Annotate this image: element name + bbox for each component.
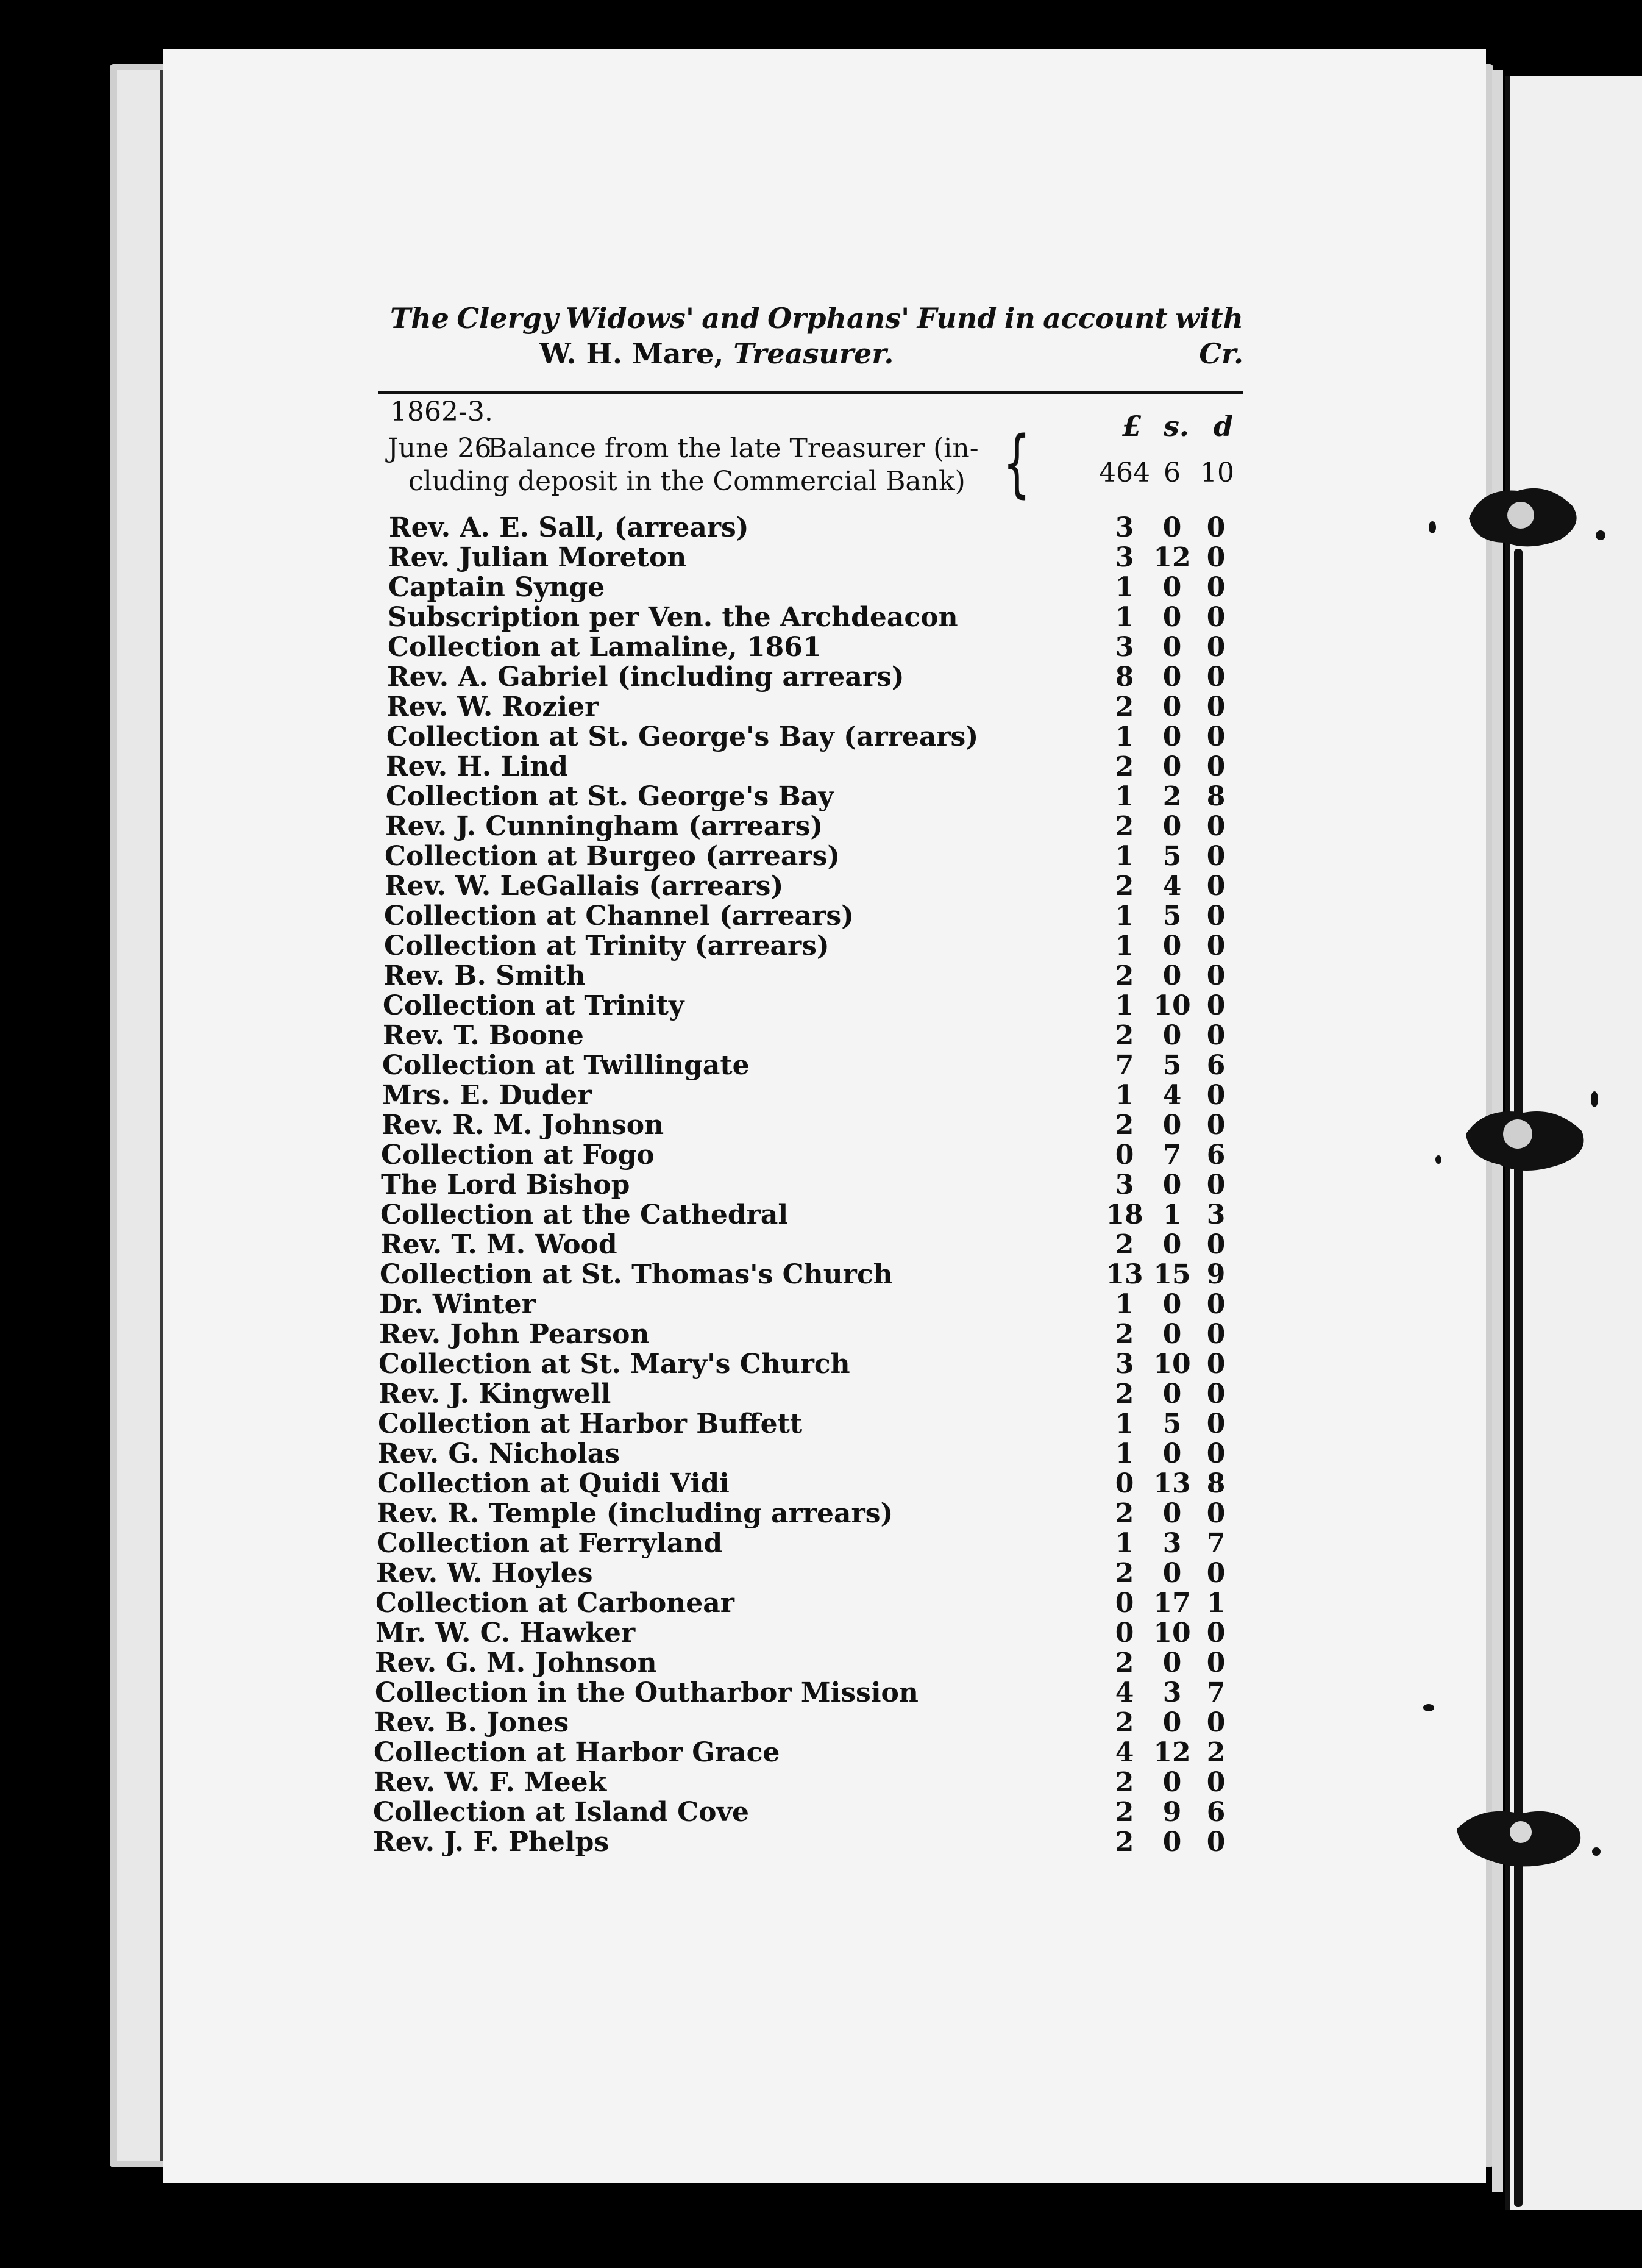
entry-label: Collection at Trinity (383, 990, 684, 1021)
entry-label: Collection at St. Mary's Church (379, 1349, 850, 1380)
pounds-value: 0 (1115, 1139, 1134, 1171)
speck (1423, 1704, 1434, 1711)
entry-label: Collection at the Cathedral (380, 1199, 789, 1230)
entry-label: Mr. W. C. Hawker (375, 1617, 636, 1649)
entry-label: Rev. W. F. Meek (374, 1767, 607, 1798)
pounds-value: 0 (1115, 1588, 1134, 1619)
entry-label: Collection at Burgeo (arrears) (385, 841, 841, 872)
pounds-value: 1 (1115, 721, 1134, 752)
shillings-value: 0 (1162, 1438, 1182, 1469)
shillings-value: 9 (1162, 1797, 1182, 1828)
heading-word: The (390, 302, 449, 335)
shillings-value: 3 (1162, 1677, 1182, 1708)
pence-value: 1 (1206, 1588, 1226, 1619)
heading-word: and (702, 302, 760, 335)
pounds-value: 1 (1115, 572, 1134, 603)
shillings-value: 0 (1162, 1647, 1182, 1678)
entry-label: Collection at Trinity (arrears) (384, 930, 830, 961)
credit-side-label: Cr. (1199, 337, 1243, 370)
pounds-value: 1 (1115, 602, 1134, 633)
pounds-value: 8 (1115, 661, 1134, 693)
ledger-row (366, 691, 1280, 721)
pence-value: 0 (1206, 1229, 1226, 1260)
ledger-row (366, 1767, 1280, 1797)
pence-value: 0 (1206, 1647, 1226, 1678)
pence-value: 0 (1206, 632, 1226, 663)
pounds-value: 2 (1115, 1110, 1134, 1141)
pounds-value: 18 (1106, 1199, 1143, 1230)
entry-label: Collection at St. Thomas's Church (380, 1259, 893, 1290)
shillings-value: 0 (1162, 691, 1182, 722)
pounds-value: 0 (1115, 1468, 1134, 1499)
entry-label: Rev. T. Boone (383, 1020, 584, 1051)
pounds-value: 2 (1115, 1558, 1134, 1589)
ledger-row (366, 1737, 1280, 1767)
entry-label: Collection at St. George's Bay (arrears) (386, 721, 979, 752)
pence-value: 0 (1206, 1438, 1226, 1469)
entry-label: Rev. A. E. Sall, (arrears) (389, 512, 749, 543)
pounds-value: 1 (1115, 1289, 1134, 1320)
entry-label: Rev. Julian Moreton (388, 542, 687, 573)
entry-label: Collection at Island Cove (373, 1797, 750, 1828)
entry-label: Collection at Ferryland (377, 1528, 723, 1559)
pence-value: 0 (1206, 1169, 1226, 1200)
ledger-row (366, 1677, 1280, 1707)
shillings-value: 0 (1162, 1289, 1182, 1320)
entry-label: Collection at Twillingate (382, 1050, 750, 1081)
pounds-value: 2 (1115, 1498, 1134, 1529)
pence-value: 7 (1206, 1528, 1226, 1559)
shillings-value: 4 (1162, 871, 1182, 902)
shillings-value: 12 (1153, 1737, 1191, 1768)
pounds-value: 3 (1115, 542, 1134, 573)
treasurer (539, 337, 894, 370)
pounds-value: 2 (1115, 691, 1134, 722)
ledger-row (366, 1468, 1280, 1498)
speck (1435, 1155, 1441, 1164)
pounds-value: 4 (1115, 1677, 1134, 1708)
ledger-row (366, 1229, 1280, 1259)
ledger-row (366, 1139, 1280, 1169)
entry-label: Collection at Quidi Vidi (377, 1468, 730, 1499)
entry-label: Rev. R. M. Johnson (382, 1110, 664, 1141)
pence-value: 0 (1206, 930, 1226, 961)
shillings-value: 5 (1162, 1050, 1182, 1081)
shillings-value: 10 (1153, 990, 1191, 1021)
ledger-row (366, 1169, 1280, 1199)
heading-line-1 (390, 302, 1243, 335)
pence-value: 0 (1206, 1020, 1226, 1051)
entry-label: Captain Synge (388, 572, 605, 603)
shillings-value: 5 (1162, 841, 1182, 872)
pence-value: 0 (1206, 1080, 1226, 1111)
shillings-value: 6 (1164, 457, 1181, 488)
shillings-value: 0 (1162, 602, 1182, 633)
pence-value: 0 (1206, 1767, 1226, 1798)
pence-value: 0 (1206, 1827, 1226, 1858)
pence-value: 0 (1206, 1319, 1226, 1350)
entry-label: Dr. Winter (379, 1289, 536, 1320)
entry-label: Collection at Channel (arrears) (384, 900, 854, 932)
shillings-value: 0 (1162, 960, 1182, 991)
entry-label: Collection at Harbor Grace (374, 1737, 780, 1768)
ledger-entries (366, 421, 1280, 1858)
entry-label: Rev. G. Nicholas (377, 1438, 620, 1469)
pounds-value: 464 (1099, 457, 1150, 488)
entry-label: Subscription per Ven. the Archdeacon (388, 602, 958, 633)
entry-label: Rev. R. Temple (including arrears) (377, 1498, 894, 1529)
ink-blot-middle (1457, 1091, 1597, 1183)
pence-value: 0 (1206, 572, 1226, 603)
pence-value: 0 (1206, 1378, 1226, 1410)
ledger-row (366, 1617, 1280, 1647)
pounds-value: 1 (1115, 900, 1134, 932)
shillings-value: 0 (1162, 1707, 1182, 1738)
shillings-value: 13 (1153, 1468, 1191, 1499)
heading-rule (378, 391, 1243, 394)
balance-entry-line-1: Balance from the late Treasurer (in- (488, 433, 979, 464)
balance-entry (366, 421, 1280, 506)
ledger-row (366, 1080, 1280, 1110)
pounds-value: 2 (1115, 1827, 1134, 1858)
shillings-value: 0 (1162, 512, 1182, 543)
ledger-row (366, 602, 1280, 632)
speck (1596, 530, 1605, 540)
pence-value: 0 (1206, 512, 1226, 543)
pounds-value: 2 (1115, 871, 1134, 902)
shillings-value: 0 (1162, 811, 1182, 842)
heading-word: Fund (917, 302, 997, 335)
entry-label: Collection at Fogo (381, 1139, 655, 1171)
brace-glyph: { (1003, 421, 1031, 506)
pence-value: 0 (1206, 751, 1226, 782)
pounds-value: 2 (1115, 1647, 1134, 1678)
ledger-row (366, 811, 1280, 841)
pounds-column-header: £ (1121, 410, 1142, 443)
pence-value: 0 (1206, 1349, 1226, 1380)
pence-value: 0 (1206, 811, 1226, 842)
pence-value: 2 (1206, 1737, 1226, 1768)
shillings-value: 2 (1162, 781, 1182, 812)
heading-word: with (1175, 302, 1243, 335)
shillings-value: 4 (1162, 1080, 1182, 1111)
entry-label: Collection at Harbor Buffett (378, 1408, 803, 1439)
pence-value: 0 (1206, 661, 1226, 693)
pounds-value: 13 (1106, 1259, 1143, 1290)
pence-value: 7 (1206, 1677, 1226, 1708)
pence-value: 0 (1206, 841, 1226, 872)
ledger-row (366, 1498, 1280, 1528)
ledger-row (366, 1707, 1280, 1737)
entry-list (366, 512, 1280, 1856)
pence-value: 0 (1206, 960, 1226, 991)
entry-label: Rev. W. LeGallais (arrears) (385, 871, 784, 902)
ledger-row (366, 960, 1280, 990)
pence-value: 9 (1206, 1259, 1226, 1290)
shillings-value: 0 (1162, 1020, 1182, 1051)
pence-value: 3 (1206, 1199, 1226, 1230)
ledger-row (366, 1349, 1280, 1378)
shillings-value: 10 (1153, 1617, 1191, 1649)
heading-word: Orphans' (767, 302, 910, 335)
pounds-value: 2 (1115, 1020, 1134, 1051)
binding-thread (1514, 549, 1523, 2207)
ledger-row (366, 1647, 1280, 1677)
shillings-value: 0 (1162, 1169, 1182, 1200)
entry-label: The Lord Bishop (381, 1169, 630, 1200)
shillings-value: 0 (1162, 1827, 1182, 1858)
pounds-value: 2 (1115, 1319, 1134, 1350)
pounds-value: 1 (1115, 1080, 1134, 1111)
page-edge (117, 70, 163, 2161)
shillings-value: 0 (1162, 1558, 1182, 1589)
pence-value: 0 (1206, 871, 1226, 902)
entry-label: Rev. W. Rozier (386, 691, 599, 722)
shillings-value: 0 (1162, 1110, 1182, 1141)
pence-value: 8 (1206, 1468, 1226, 1499)
account-heading (390, 302, 1243, 370)
heading-word: in (1004, 302, 1036, 335)
shillings-value: 15 (1153, 1259, 1191, 1290)
ledger-row (366, 542, 1280, 572)
pounds-value: 2 (1115, 1229, 1134, 1260)
ledger-row (366, 1378, 1280, 1408)
ledger-row (366, 990, 1280, 1020)
ledger-row (366, 1797, 1280, 1827)
speck (1592, 1847, 1601, 1856)
ledger-row (366, 1408, 1280, 1438)
pounds-value: 1 (1115, 1408, 1134, 1439)
entry-label: Mrs. E. Duder (382, 1080, 592, 1111)
pounds-value: 2 (1115, 1767, 1134, 1798)
shillings-value: 0 (1162, 1767, 1182, 1798)
entry-label: Rev. A. Gabriel (including arrears) (387, 661, 905, 693)
pence-value: 0 (1206, 1110, 1226, 1141)
speck (1429, 521, 1436, 533)
ledger-row (366, 1020, 1280, 1050)
heading-line-2 (390, 337, 1243, 370)
pounds-value: 2 (1115, 960, 1134, 991)
entry-date: June 26 (388, 433, 492, 464)
ink-blot-bottom (1451, 1792, 1591, 1878)
ledger-row (366, 661, 1280, 691)
pounds-value: 1 (1115, 930, 1134, 961)
ledger-row (366, 1528, 1280, 1558)
balance-entry-line-2: cluding deposit in the Commercial Bank) (408, 466, 965, 497)
pence-value: 0 (1206, 990, 1226, 1021)
pounds-value: 7 (1115, 1050, 1134, 1081)
pounds-value: 2 (1115, 1707, 1134, 1738)
ledger-row (366, 1588, 1280, 1617)
shillings-value: 1 (1162, 1199, 1182, 1230)
treasurer-name: W. H. Mare, (539, 337, 724, 370)
ledger-row (366, 1438, 1280, 1468)
pounds-value: 1 (1115, 1438, 1134, 1469)
ledger-row (366, 930, 1280, 960)
pence-column-header: d (1213, 410, 1234, 443)
pounds-value: 1 (1115, 781, 1134, 812)
entry-label: Rev. B. Jones (374, 1707, 569, 1738)
entry-label: Rev. W. Hoyles (376, 1558, 593, 1589)
ledger-row (366, 721, 1280, 751)
shillings-value: 0 (1162, 572, 1182, 603)
shillings-value: 0 (1162, 1378, 1182, 1410)
ledger-row (366, 512, 1280, 542)
ledger-row (366, 1199, 1280, 1229)
entry-label: Rev. J. Cunningham (arrears) (385, 811, 823, 842)
pence-value: 0 (1206, 1617, 1226, 1649)
ledger-row (366, 1319, 1280, 1349)
ledger-row (366, 572, 1280, 602)
entry-label: Collection at Lamaline, 1861 (388, 632, 822, 663)
pounds-value: 2 (1115, 811, 1134, 842)
heading-word: Widows' (566, 302, 694, 335)
shillings-value: 7 (1162, 1139, 1182, 1171)
pounds-value: 3 (1115, 512, 1134, 543)
shillings-value: 0 (1162, 1498, 1182, 1529)
entry-label: Rev. B. Smith (383, 960, 586, 991)
shillings-value: 17 (1153, 1588, 1191, 1619)
ledger-row (366, 751, 1280, 781)
pounds-value: 2 (1115, 1797, 1134, 1828)
entry-label: Collection at Carbonear (375, 1588, 734, 1619)
shillings-value: 0 (1162, 751, 1182, 782)
treasurer-title: Treasurer. (733, 337, 894, 370)
pounds-value: 3 (1115, 1349, 1134, 1380)
pence-value: 0 (1206, 691, 1226, 722)
pence-value: 0 (1206, 602, 1226, 633)
shillings-value: 0 (1162, 930, 1182, 961)
pounds-value: 4 (1115, 1737, 1134, 1768)
shillings-value: 0 (1162, 1229, 1182, 1260)
entry-label: Collection at St. George's Bay (386, 781, 834, 812)
pence-value: 6 (1206, 1797, 1226, 1828)
shillings-value: 10 (1153, 1349, 1191, 1380)
ledger-row (366, 1110, 1280, 1139)
shillings-value: 12 (1153, 542, 1191, 573)
pence-value: 0 (1206, 1707, 1226, 1738)
pence-value: 0 (1206, 1289, 1226, 1320)
ledger-row (366, 871, 1280, 900)
pence-value: 0 (1206, 1558, 1226, 1589)
pence-value: 0 (1206, 1498, 1226, 1529)
ledger-row (366, 632, 1280, 661)
pounds-value: 3 (1115, 1169, 1134, 1200)
entry-label: Rev. H. Lind (386, 751, 568, 782)
pence-value: 6 (1206, 1139, 1226, 1171)
entry-label: Rev. T. M. Wood (380, 1229, 617, 1260)
pounds-value: 1 (1115, 841, 1134, 872)
pounds-value: 2 (1115, 1378, 1134, 1410)
ledger-row (366, 781, 1280, 811)
pence-value: 0 (1206, 542, 1226, 573)
ledger-row (366, 900, 1280, 930)
shillings-column-header: s. (1164, 410, 1189, 443)
pounds-value: 0 (1115, 1617, 1134, 1649)
shillings-value: 0 (1162, 632, 1182, 663)
pence-value: 8 (1206, 781, 1226, 812)
entry-label: Rev. J. F. Phelps (373, 1827, 610, 1858)
pence-value: 0 (1206, 1408, 1226, 1439)
ink-blot-top (1457, 469, 1591, 561)
shillings-value: 0 (1162, 1319, 1182, 1350)
heading-word: account (1043, 302, 1168, 335)
pence-value: 10 (1200, 457, 1234, 488)
heading-word: Clergy (457, 302, 558, 335)
shillings-value: 3 (1162, 1528, 1182, 1559)
entry-label: Rev. J. Kingwell (379, 1378, 611, 1410)
shillings-value: 0 (1162, 661, 1182, 693)
ledger-row (366, 841, 1280, 871)
entry-label: Rev. G. M. Johnson (375, 1647, 657, 1678)
entry-label: Collection in the Outharbor Mission (375, 1677, 919, 1708)
entry-label: Rev. John Pearson (379, 1319, 650, 1350)
ledger-row (366, 1050, 1280, 1080)
ledger-row (366, 1259, 1280, 1289)
pence-value: 0 (1206, 721, 1226, 752)
account-year: 1862-3. (390, 396, 493, 427)
shillings-value: 5 (1162, 1408, 1182, 1439)
pounds-value: 1 (1115, 990, 1134, 1021)
pence-value: 0 (1206, 900, 1226, 932)
pounds-value: 2 (1115, 751, 1134, 782)
shillings-value: 5 (1162, 900, 1182, 932)
speck (1591, 1091, 1598, 1107)
ledger-row (366, 1558, 1280, 1588)
ledger-row (366, 1827, 1280, 1856)
shillings-value: 0 (1162, 721, 1182, 752)
pounds-value: 1 (1115, 1528, 1134, 1559)
ledger-row (366, 1289, 1280, 1319)
pounds-value: 3 (1115, 632, 1134, 663)
pence-value: 6 (1206, 1050, 1226, 1081)
